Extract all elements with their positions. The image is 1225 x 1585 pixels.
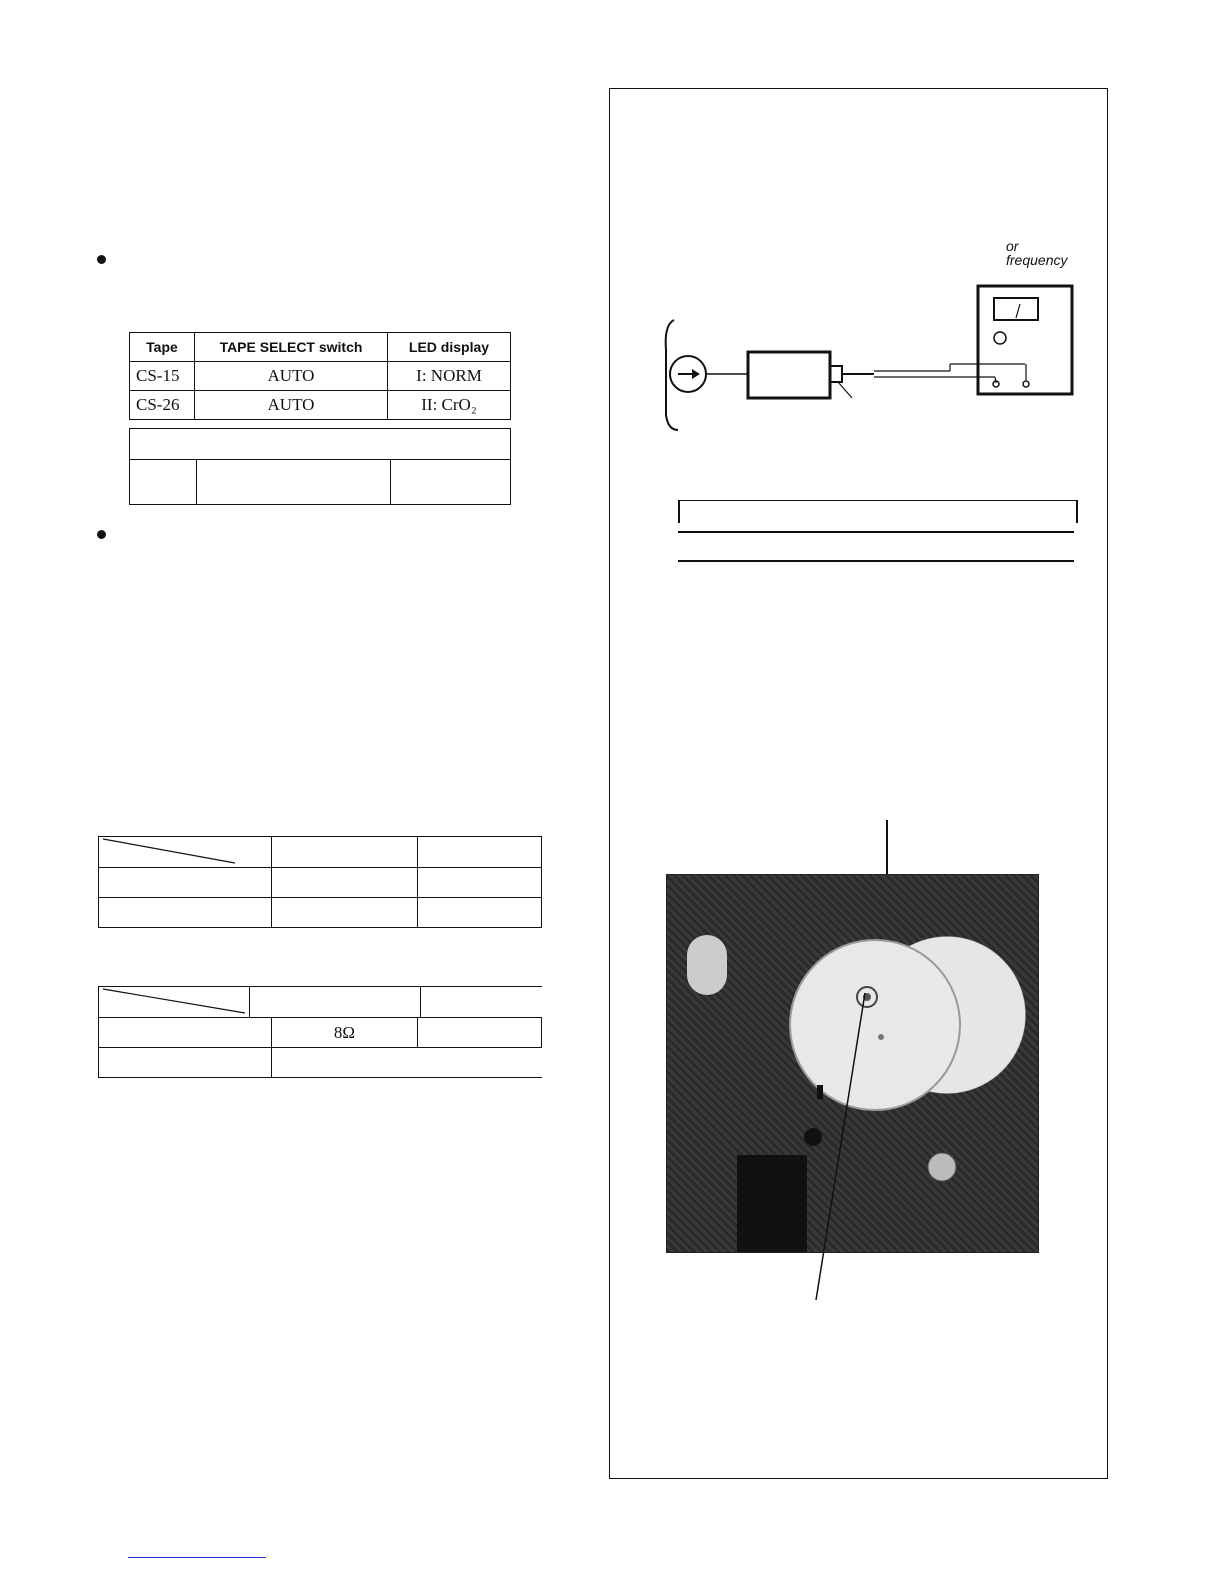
tape-select-table bbox=[129, 332, 511, 505]
cell-switch: AUTO bbox=[195, 391, 388, 420]
panel-table-outline bbox=[678, 500, 1078, 523]
meter-box bbox=[978, 286, 1072, 394]
table-header-tape-select: TAPE SELECT switch bbox=[195, 333, 388, 362]
impedance-value: 8Ω bbox=[272, 1018, 418, 1047]
table-row bbox=[130, 391, 511, 420]
bullet-2 bbox=[97, 530, 106, 539]
table-header-tape: Tape bbox=[130, 333, 195, 362]
connection-diagram bbox=[660, 280, 1090, 440]
table-header-led-display: LED display bbox=[388, 333, 511, 362]
table-3 bbox=[98, 986, 542, 1078]
panel-rule-2 bbox=[678, 560, 1074, 562]
diagonal-header-line bbox=[99, 837, 271, 867]
leader-line-bottom bbox=[812, 985, 872, 1305]
connector-plug bbox=[830, 366, 842, 382]
bracket-shape bbox=[737, 1155, 807, 1252]
table-row-empty-split bbox=[129, 460, 511, 505]
diagonal-header-line bbox=[99, 987, 249, 1017]
cell-led: II: CrO₂ bbox=[388, 391, 511, 420]
table-row bbox=[130, 362, 511, 391]
cell-tape: CS-26 bbox=[130, 391, 195, 420]
bullet-1 bbox=[97, 255, 106, 264]
panel-rule-1 bbox=[678, 531, 1074, 533]
tape-curve bbox=[666, 320, 678, 430]
table-row-empty-wide bbox=[129, 428, 511, 460]
cell-led: I: NORM bbox=[388, 362, 511, 391]
table-2 bbox=[98, 836, 542, 928]
diagram-label-frequency: frequency bbox=[1006, 252, 1068, 268]
deck-box bbox=[748, 352, 830, 398]
diagram-label-or: or bbox=[1006, 238, 1019, 254]
cell-tape: CS-15 bbox=[130, 362, 195, 391]
cell-switch: AUTO bbox=[195, 362, 388, 391]
footer-link-underline[interactable] bbox=[128, 1557, 266, 1558]
